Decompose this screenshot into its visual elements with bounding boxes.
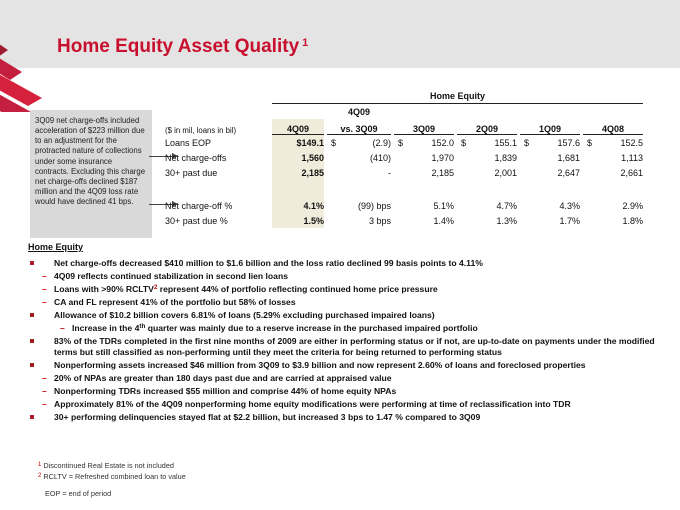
cell-value: 1,681 [557, 152, 580, 163]
cell-value: 2,185 [272, 165, 324, 180]
table-group-header: Home Equity [272, 88, 643, 104]
footnote-marker: 2 [38, 472, 42, 479]
bullet-item: – Approximately 81% of the 4Q09 nonperforming home equity modifications were performing at time of reclassification into TDR [28, 399, 670, 410]
bullet-item: 83% of the TDRs completed in the first nine months of 2009 are either in performing status or if not, are up-to-date on payments under the modified terms but still classified as non-performing until they meet the criteria for being returned to performing status [28, 336, 670, 358]
cell-value: 5.1% [433, 200, 454, 211]
home-equity-table [162, 88, 646, 228]
bullet-item: 30+ performing delinquencies stayed flat at $2.2 billion, but increased 3 bps to 1.47 % compared to 3Q09 [28, 412, 670, 423]
callout-text: 3Q09 net charge-offs included acceleration of $223 million due to an adjustment for the protracted nature of collections under some insurance contracts. Excluding this charge net charge-offs declined $187 million and the 4Q09 loss rate would have declined 41 bps. [35, 116, 146, 206]
unit-label: ($ in mil, loans in bil) [165, 126, 237, 135]
table-row [165, 150, 643, 165]
table-spacer-row [165, 180, 643, 198]
table-row [165, 135, 643, 150]
row-label-net-charge-offs: Net charge-offs [165, 152, 227, 163]
cell-value: 1.7% [559, 215, 580, 226]
bullet-item: – Loans with >90% RCLTV$^2$ represent 44% of portfolio reflecting continued home price pressure [28, 284, 670, 295]
cell-value: 1,113 [621, 152, 643, 163]
vs-column-preheader: 4Q09 [347, 106, 371, 117]
cell-value: 3 bps [368, 215, 391, 226]
bullet-section [28, 242, 670, 425]
col-header-3q09: 3Q09 [394, 119, 454, 135]
table-column-header-row [165, 119, 643, 135]
bullet-item: – CA and FL represent 41% of the portfolio but 58% of losses [28, 297, 670, 308]
cell-value: 2,185 [431, 167, 454, 178]
footnote-marker: 1 [38, 462, 42, 468]
bullet-item: – Increase in the 4th quarter was mainly due to a reserve increase in the purchased impaired portfolio [28, 323, 670, 334]
footnotes [38, 461, 186, 500]
cell-value: 2,661 [620, 167, 643, 178]
flag-stripes-icon [0, 20, 76, 112]
bullet-item: – 20% of NPAs are greater than 180 days past due and are carried at appraised value [28, 373, 670, 384]
bullet-item: Net charge-offs decreased $410 million to $1.6 billion and the loss ratio declined 99 basis points to 4.11% [28, 258, 670, 269]
table-group-header-row [165, 88, 643, 104]
cell-value: $ (2.9) [331, 137, 391, 148]
table-row [165, 213, 643, 228]
bank-flag-logo [0, 20, 76, 112]
row-label-loans-eop: Loans EOP [165, 137, 212, 148]
table-row [165, 198, 643, 213]
cell-value: 2,001 [494, 167, 517, 178]
cell-value: 1,970 [431, 152, 454, 163]
page-title-text: Home Equity Asset Quality [57, 36, 300, 57]
cell-value: $149.1 [272, 135, 324, 150]
row-label-30-past-due: 30+ past due [165, 167, 218, 178]
col-header-1q09: 1Q09 [520, 119, 580, 135]
col-header-4q09: 4Q09 [272, 119, 324, 135]
cell-value: $ 152.5 [587, 137, 643, 148]
cell-value: 1.4% [433, 215, 454, 226]
cell-value: - [388, 167, 391, 178]
cell-value: (410) [369, 152, 391, 163]
bullet-item: Allowance of $10.2 billion covers 6.81% of loans (5.29% excluding purchased impaired loans) [28, 310, 670, 321]
cell-value: 4.1% [272, 198, 324, 213]
cell-value: 1.8% [622, 215, 643, 226]
footnote-1: $^1$ Discontinued Real Estate is not included [38, 461, 174, 470]
callout-box [30, 110, 152, 238]
row-label-30-past-due-pct: 30+ past due % [165, 215, 228, 226]
footnote-marker: 2 [153, 283, 158, 291]
cell-value: 1.3% [496, 215, 517, 226]
footnote-2: $^2$ RCLTV = Refreshed combined loan to value [38, 471, 186, 481]
title-footnote-marker: 1 [302, 37, 309, 49]
cell-value: 4.3% [559, 200, 580, 211]
eop-note: EOP = end of period [45, 489, 112, 499]
col-header-4q08: 4Q08 [583, 119, 643, 135]
col-header-vs-3q09: vs. 3Q09 [327, 119, 391, 135]
cell-value: 2,647 [557, 167, 580, 178]
cell-value: 1,560 [272, 150, 324, 165]
cell-value: $ 152.0 [398, 137, 454, 148]
cell-value: (99) bps [357, 200, 391, 211]
cell-value: 1,839 [494, 152, 517, 163]
ordinal-suffix: th [139, 322, 146, 330]
row-label-net-charge-off-pct: Net charge-off % [165, 200, 233, 211]
bullet-item: Nonperforming assets increased $46 million from 3Q09 to $3.9 billion and now represent 2.60% of loans and foreclosed properties [28, 360, 670, 371]
table-row [165, 165, 643, 180]
bullet-section-heading: Home Equity [28, 242, 84, 252]
cell-value: $ 157.6 [524, 137, 580, 148]
cell-value: $ 155.1 [461, 137, 517, 148]
bullet-item: – 4Q09 reflects continued stabilization in second lien loans [28, 271, 670, 282]
page-title [57, 36, 308, 58]
col-header-2q09: 2Q09 [457, 119, 517, 135]
cell-value: 4.7% [496, 200, 517, 211]
bullet-item: – Nonperforming TDRs increased $55 million and comprise 44% of home equity NPAs [28, 386, 670, 397]
table-preheader-row [165, 104, 643, 119]
cell-value: 2.9% [622, 200, 643, 211]
cell-value: 1.5% [272, 213, 324, 228]
